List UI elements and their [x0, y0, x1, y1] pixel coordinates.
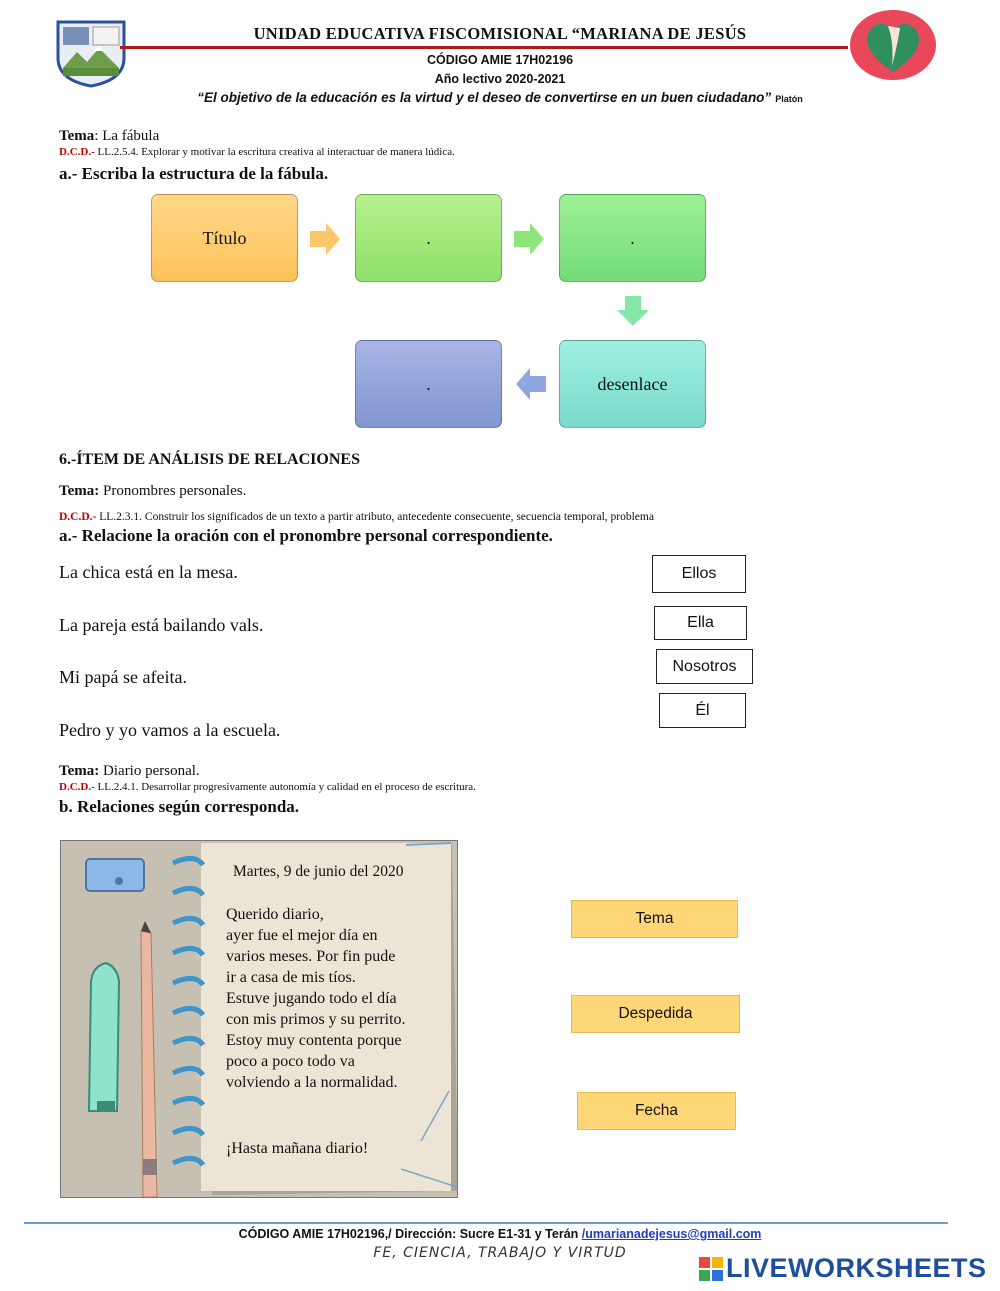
arrow-down-icon	[616, 294, 650, 328]
dcd-label: D.C.D.-	[59, 511, 97, 523]
school-year: Año lectivo 2020-2021	[434, 72, 566, 86]
structure-box-5[interactable]: .	[355, 340, 502, 428]
liveworksheets-text: LIVEWORKSHEETS	[726, 1253, 987, 1283]
quote	[120, 90, 880, 105]
diary-line: poco a poco todo va	[226, 1053, 355, 1070]
dcd-text: LL.2.4.1. Desarrollar progresivamente autonomía y calidad en el proceso de escritura.	[94, 781, 476, 793]
arrow-right-icon	[308, 222, 342, 256]
tema-label: Tema:	[59, 763, 100, 779]
school-crest-logo	[55, 18, 127, 88]
footer-address	[150, 1227, 850, 1241]
diary-line: con mis primos y su perrito.	[226, 1011, 406, 1028]
option-tema[interactable]: Tema	[571, 900, 738, 938]
tema-diario	[59, 763, 200, 780]
sentence-1: La chica está en la mesa.	[59, 562, 238, 582]
diary-line: ayer fue el mejor día en	[226, 927, 378, 944]
quote-text: “El objetivo de la educación es la virtud y el deseo de convertirse en un buen ciudadano”	[197, 90, 772, 105]
mariana-logo	[848, 8, 938, 82]
dcd-3	[59, 781, 476, 793]
footer-address-text: CÓDIGO AMIE 17H02196,/ Dirección: Sucre E1-31 y Terán	[238, 1227, 582, 1241]
tema-label: Tema	[59, 128, 95, 144]
item-heading: 6.-ÍTEM DE ANÁLISIS DE RELACIONES	[59, 451, 360, 468]
option-fecha[interactable]: Fecha	[577, 1092, 736, 1130]
sentence-4: Pedro y yo vamos a la escuela.	[59, 720, 281, 740]
structure-box-titulo[interactable]: Título	[151, 194, 298, 282]
pronoun-ellos[interactable]: Ellos	[652, 555, 746, 593]
tema-fabula	[59, 128, 159, 145]
diary-line: ir a casa de mis tíos.	[226, 969, 356, 986]
structure-box-2[interactable]: .	[355, 194, 502, 282]
dcd-label: D.C.D.-	[59, 146, 95, 158]
diary-closing: ¡Hasta mañana diario!	[226, 1140, 369, 1157]
liveworksheets-logo	[698, 1253, 987, 1284]
question-fabula-structure: a.- Escriba la estructura de la fábula.	[59, 164, 329, 183]
arrow-left-icon	[514, 367, 548, 401]
footer-motto: FE, CIENCIA, TRABAJO Y VIRTUD	[373, 1245, 627, 1261]
diary-body	[226, 904, 406, 1093]
diary-date: Martes, 9 de junio del 2020	[233, 863, 404, 880]
dcd-label: D.C.D.-	[59, 781, 95, 793]
question-pronouns: a.- Relacione la oración con el pronombre personal correspondiente.	[59, 526, 553, 545]
question-diary: b. Relaciones según corresponda.	[59, 797, 300, 816]
tema-pronombres	[59, 483, 246, 500]
sentence-3: Mi papá se afeita.	[59, 667, 187, 687]
diary-line: varios meses. Por fin pude	[226, 948, 396, 965]
diary-line: volviendo a la normalidad.	[226, 1074, 398, 1091]
dcd-text: LL.2.5.4. Explorar y motivar la escritura creativa al interactuar de manera lúdica.	[94, 146, 455, 158]
tema-label: Tema:	[59, 483, 100, 499]
tema-value: Pronombres personales.	[99, 483, 247, 499]
diary-line: Estuve jugando todo el día	[226, 990, 397, 1007]
school-name: UNIDAD EDUCATIVA FISCOMISIONAL “MARIANA DE JESÚS	[253, 24, 747, 43]
quote-author: Platón	[775, 94, 803, 104]
diary-line: Estoy muy contenta porque	[226, 1032, 402, 1049]
diary-line: Querido diario,	[226, 906, 324, 923]
amie-code: CÓDIGO AMIE 17H02196	[426, 53, 574, 67]
footer-email-link[interactable]: /umarianadejesus@gmail.com	[581, 1227, 762, 1241]
arrow-right-icon	[512, 222, 546, 256]
liveworksheets-icon	[698, 1256, 724, 1282]
diary-illustration	[60, 840, 458, 1198]
dcd-1	[59, 146, 455, 158]
structure-box-3[interactable]: .	[559, 194, 706, 282]
sentence-2: La pareja está bailando vals.	[59, 615, 264, 635]
pronoun-ella[interactable]: Ella	[654, 606, 747, 640]
footer-divider	[24, 1222, 948, 1224]
pronoun-el[interactable]: Él	[659, 693, 746, 728]
tema-value: Diario personal.	[99, 763, 200, 779]
dcd-text: LL.2.3.1. Construir los significados de un texto a partir atributo, antecedente consecuente, secuencia temporal, problema	[96, 511, 654, 523]
header-divider	[120, 46, 848, 49]
structure-box-desenlace[interactable]: desenlace	[559, 340, 706, 428]
dcd-2	[59, 511, 654, 523]
tema-value: : La fábula	[94, 128, 160, 144]
pronoun-nosotros[interactable]: Nosotros	[656, 649, 753, 684]
option-despedida[interactable]: Despedida	[571, 995, 740, 1033]
